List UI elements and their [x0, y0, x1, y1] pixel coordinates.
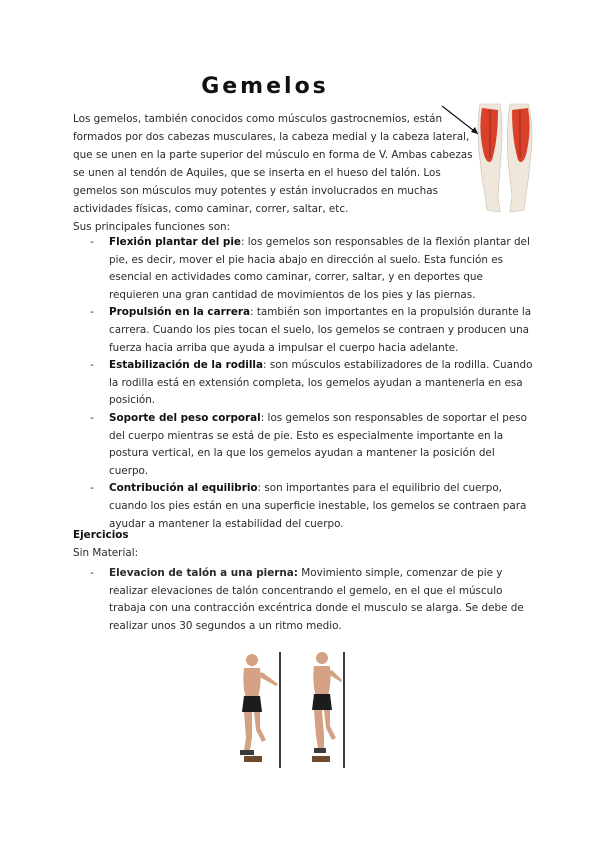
exercises-list [73, 565, 533, 635]
function-text: : los gemelos son responsables de la flexión plantar del pie, es decir, mover el pie hacia abajo en dirección al suelo. Esta función es esencial en actividades como caminar, correr, saltar, y en deportes que requieren una gran cantidad de movimientos de los pies y las piernas. [109, 236, 530, 301]
exercise-figure-end [296, 650, 376, 770]
exercises-subheading: Sin Material: [73, 547, 139, 559]
function-text: : los gemelos son responsables de soportar el peso del cuerpo mientras se está de pie. Esto es especialmente importante en la postura vertical, en la que los gemelos ayudan a mantener la posición del cuerpo. [109, 411, 528, 477]
page-title: Gemelos [201, 74, 329, 99]
functions-list [73, 234, 533, 533]
intro-text [73, 110, 473, 236]
calf-muscle-illustration [440, 100, 560, 220]
exercise-figure-start [222, 650, 302, 770]
intro-paragraph: Los gemelos, también conocidos como músculos gastrocnemios, están formados por dos cabezas musculares, la cabeza medial y la cabeza lateral, que se unen en la parte superior del músculo en forma de V. Ambas cabezas se unen al tendón de Aquiles, que se inserta en el hueso del talón. Los gemelos son músculos muy potentes y están involucrados en muchas actividades físicas, como caminar, correr, saltar, etc. [73, 113, 473, 215]
list-item: - Propulsión en la carrera: también son importantes en la propulsión durante la carrera. Cuando los pies tocan el suelo, los gemelos se contraen y producen una fuerza hacia arriba que ayuda a impulsar el cuerpo hacia adelante. [90, 306, 532, 354]
list-item: - Flexión plantar del pie: los gemelos son responsables de la flexión plantar del pie, es decir, mover el pie hacia abajo en dirección al suelo. Esta función es esencial en actividades como caminar, correr, saltar, y en deportes que requieren una gran cantidad de movimientos de los pies y las piernas. [90, 236, 530, 301]
list-item: - Estabilización de la rodilla: son músculos estabilizadores de la rodilla. Cuando la rodilla está en extensión completa, los gemelos ayudan a mantenerla en esa posición. [90, 359, 533, 407]
exercise-term: Elevacion de talón a una pierna: [109, 567, 298, 579]
function-term: Propulsión en la carrera [109, 306, 251, 319]
function-term: Soporte del peso corporal [109, 411, 261, 424]
list-item: - Soporte del peso corporal: los gemelos son responsables de soportar el peso del cuerpo mientras se está de pie. Esto es especialmente importante en la postura vertical, en la que los gemelos ayudan a mantener la posición del cuerpo. [90, 411, 528, 477]
functions-label: Sus principales funciones son: [73, 221, 231, 233]
function-term: Estabilización de la rodilla [109, 359, 264, 372]
function-term: Contribución al equilibrio [109, 482, 258, 495]
exercise-text: Movimiento simple, comenzar de pie y realizar elevaciones de talón concentrando el gemelo, en el que el músculo trabaja con una contracción excéntrica donde el musculo se alarga. Se debe de realizar unos 30 segundos a un ritmo medio. [109, 567, 524, 632]
list-item: - Contribución al equilibrio: son importantes para el equilibrio del cuerpo, cuando los pies están en una superficie inestable, los gemelos se contraen para ayudar a mantener la estabilidad del cuerpo. [90, 482, 527, 530]
function-text: : también son importantes en la propulsión durante la carrera. Cuando los pies tocan el suelo, los gemelos se contraen y producen una fuerza hacia arriba que ayuda a impulsar el cuerpo hacia adelante. [109, 306, 532, 354]
function-text: : son músculos estabilizadores de la rodilla. Cuando la rodilla está en extensión completa, los gemelos ayudan a mantenerla en esa posición. [109, 359, 533, 407]
function-term: Flexión plantar del pie [109, 236, 241, 248]
exercises-heading: Ejercicios [73, 529, 129, 541]
list-item: - Elevacion de talón a una pierna: Movimiento simple, comenzar de pie y realizar elevaciones de talón concentrando el gemelo, en el que el músculo trabaja con una contracción excéntrica donde el musculo se alarga. Se debe de realizar unos 30 segundos a un ritmo medio. [90, 567, 524, 632]
function-text: : son importantes para el equilibrio del cuerpo, cuando los pies están en una superficie inestable, los gemelos se contraen para ayudar a mantener la estabilidad del cuerpo. [109, 482, 527, 530]
